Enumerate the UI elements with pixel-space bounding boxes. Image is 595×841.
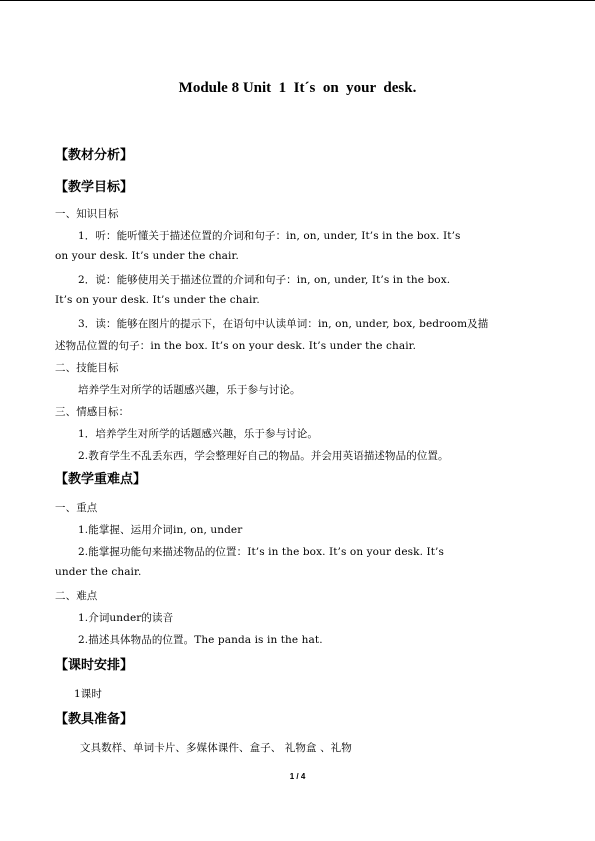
emotion-goal-item-1: 1．培养学生对所学的话题感兴趣，乐于参与讨论。 xyxy=(78,428,318,440)
goal-item-2: 2．说：能够使用关于描述位置的介词和句子：in, on, under, It’s in the box. xyxy=(78,274,451,286)
goal-item-2-cont: It’s on your desk. It’s under the chair. xyxy=(55,294,260,306)
goal-item-3: 3．读：能够在图片的提示下，在语句中认读单词：in, on, under, box, bedroom及描 xyxy=(78,318,489,330)
emotion-goal-title: 三、情感目标： xyxy=(55,406,130,418)
page-number: 1 / 4 xyxy=(289,772,306,781)
goal-item-1: 1．听：能听懂关于描述位置的介词和句子：in, on, under, It’s in the box. It’s xyxy=(78,230,461,242)
page-title: Module 8 Unit 1 It´s on your desk. xyxy=(178,80,417,96)
difficulty-item-2: 2.描述具体物品的位置。The panda is in the hat. xyxy=(78,634,323,646)
top-rule xyxy=(0,0,595,1)
schedule-text: 1课时 xyxy=(74,688,102,700)
skill-goal-title: 二、技能目标 xyxy=(55,362,119,374)
difficulty-title: 二、难点 xyxy=(55,590,98,602)
difficulty-item-1: 1.介词under的读音 xyxy=(78,612,174,624)
focus-item-1: 1.能掌握、运用介词in, on, under xyxy=(78,524,243,536)
knowledge-goal-title: 一、知识目标 xyxy=(55,208,119,220)
heading-key-points: 【教学重难点】 xyxy=(55,472,147,487)
skill-goal-text: 培养学生对所学的话题感兴趣，乐于参与讨论。 xyxy=(78,384,301,396)
goal-item-1-cont: on your desk. It’s under the chair. xyxy=(55,250,239,262)
materials-text: 文具数样、单词卡片、多媒体课件、盒子、 礼物盒 、礼物 xyxy=(80,742,352,754)
heading-schedule: 【课时安排】 xyxy=(55,658,134,673)
heading-materials: 【教具准备】 xyxy=(55,712,134,727)
focus-title: 一、重点 xyxy=(55,502,98,514)
emotion-goal-item-2: 2.教育学生不乱丢东西，学会整理好自己的物品。并会用英语描述物品的位置。 xyxy=(78,450,449,462)
goal-item-3-cont: 述物品位置的句子：in the box. It’s on your desk. It’s under the chair. xyxy=(55,340,417,352)
heading-analysis: 【教材分析】 xyxy=(55,148,134,163)
focus-item-2: 2.能掌握功能句来描述物品的位置：It’s in the box. It’s on your desk. It’s xyxy=(78,546,444,558)
focus-item-2-cont: under the chair. xyxy=(55,566,142,578)
heading-goals: 【教学目标】 xyxy=(55,180,134,195)
